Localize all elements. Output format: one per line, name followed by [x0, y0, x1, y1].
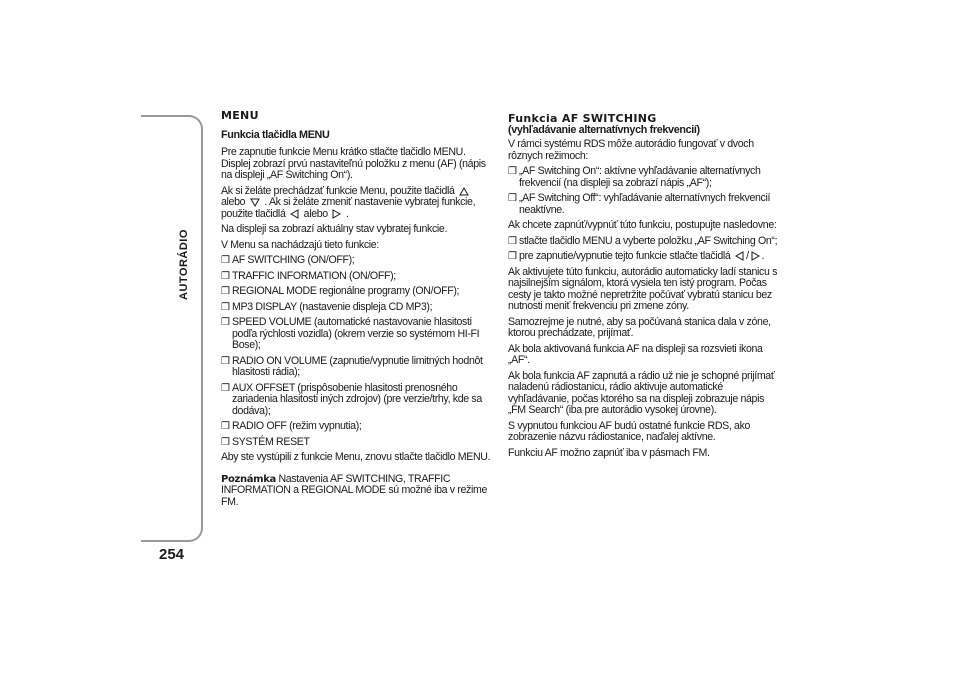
- checkbox-bullet-icon: ❒: [221, 436, 230, 448]
- up-arrow-icon: [459, 187, 469, 196]
- right-arrow-icon: [332, 209, 341, 219]
- list-item: ❒ „AF Switching Off“: vyhľadávanie alternatívnych frekvencií neaktívne.: [508, 192, 771, 216]
- paragraph: Funkciu AF možno zapnúť iba v pásmach FM.: [508, 446, 710, 459]
- list-item: ❒ REGIONAL MODE regionálne programy (ON/OFF);: [221, 285, 460, 297]
- down-arrow-icon: [250, 198, 260, 207]
- checkbox-bullet-icon: ❒: [508, 235, 517, 247]
- menu-function-list: [221, 255, 491, 448]
- list-item: ❒ SYSTÉM RESET: [221, 435, 310, 448]
- checkbox-bullet-icon: ❒: [221, 286, 230, 297]
- page-number: 254: [159, 546, 185, 563]
- paragraph: Aby ste vystúpili z funkcie Menu, znovu stlačte tlačidlo MENU.: [221, 451, 491, 463]
- left-column: [221, 110, 491, 512]
- paragraph: Ak bola aktivovaná funkcia AF na displeji sa rozsvieti ikona „AF“.: [508, 342, 763, 366]
- list-item: ❒ MP3 DISPLAY (nastavenie displeja CD MP3);: [221, 300, 433, 313]
- paragraph: Ak aktivujete túto funkciu, autorádio automaticky ladí stanicu s najsilnejším signálom, ktorá vysiela ten istý program. Počas cesty je takto možné nepretržite počúvať vybratú stanicu bez nutnosti meniť frekvenciu pri zmene zóny.: [508, 265, 778, 312]
- section-title-menu: MENU: [221, 109, 259, 122]
- list-item: ❒ AUX OFFSET (prispôsobenie hlasitosti prenosného zariadenia hlasitosti iných zdrojov) (pre verzie/trhy, kde sa dodáva);: [221, 381, 482, 417]
- paragraph: Pre zapnutie funkcie Menu krátko stlačte tlačidlo MENU. Displej zobrazí prvú nastaviteľnú položku z menu (AF) (nápis na displeji „AF Switching On“).: [221, 146, 486, 181]
- checkbox-bullet-icon: ❒: [221, 270, 230, 282]
- right-arrow-icon: [751, 251, 760, 261]
- left-arrow-icon: [735, 251, 744, 261]
- list-item: ❒ TRAFFIC INFORMATION (ON/OFF);: [221, 269, 396, 282]
- note: [221, 474, 491, 509]
- paragraph: V rámci systému RDS môže autorádio fungovať v dvoch rôznych režimoch:: [508, 138, 754, 162]
- checkbox-bullet-icon: ❒: [508, 166, 517, 177]
- list-item: ❒ „AF Switching On“: aktívne vyhľadávanie alternatívnych frekvencií (na displeji sa zobrazí nápis „AF“);: [508, 165, 761, 189]
- list-item: ❒ stlačte tlačidlo MENU a vyberte položku „AF Switching On“;: [508, 234, 778, 247]
- list-item: ❒ pre zapnutie/vypnutie tejto funkcie stlačte tlačidlá / .: [508, 250, 765, 262]
- checkbox-bullet-icon: ❒: [221, 301, 230, 313]
- paragraph: S vypnutou funkciou AF budú ostatné funkcie RDS, ako zobrazenie názvu rádiostanice, naďalej aktívne.: [508, 419, 751, 443]
- paragraph: Na displeji sa zobrazí aktuálny stav vybratej funkcie.: [221, 223, 448, 235]
- section-title-af-switching: Funkcia AF SWITCHING: [508, 112, 657, 125]
- paragraph: Ak chcete zapnúť/vypnúť túto funkciu, postupujte nasledovne:: [508, 219, 777, 231]
- checkbox-bullet-icon: ❒: [221, 355, 230, 367]
- paragraph-buttons: Ak si želáte prechádzať funkcie Menu, použite tlačidlá alebo . Ak si želáte zmeniť nastavenie vybratej funkcie, použite tlačidlá alebo .: [221, 184, 476, 220]
- sidebar-frame: [141, 115, 203, 542]
- checkbox-bullet-icon: ❒: [221, 382, 230, 394]
- left-arrow-icon: [290, 209, 299, 219]
- subheading-menu-function: Funkcia tlačidla MENU: [221, 128, 330, 141]
- list-item: ❒ RADIO ON VOLUME (zapnutie/vypnutie limitných hodnôt hlasitosti rádia);: [221, 354, 483, 378]
- checkbox-bullet-icon: ❒: [221, 255, 230, 266]
- paragraph: Ak bola funkcia AF zapnutá a rádio už nie je schopné prijímať naladenú rádiostanicu, rádio aktivuje automatické vyhľadávanie, počas ktorého sa na displeji zobrazuje nápis „FM Search“ (iba pre autorádio vysokej úrovne).: [508, 369, 775, 416]
- note-label: Poznámka: [221, 473, 276, 485]
- note-text: Nastavenia AF SWITCHING, TRAFFIC INFORMATION a REGIONAL MODE sú možné iba v režime FM.: [221, 472, 487, 508]
- list-item: ❒ RADIO OFF (režim vypnutia);: [221, 420, 362, 432]
- chapter-label: AUTORÁDIO: [178, 229, 190, 300]
- paragraph: V Menu sa nachádzajú tieto funkcie:: [221, 238, 379, 251]
- paragraph: Samozrejme je nutné, aby sa počúvaná stanica dala v zóne, ktorou prechádzate, prijímať.: [508, 315, 771, 339]
- checkbox-bullet-icon: ❒: [221, 421, 230, 432]
- list-item: ❒ SPEED VOLUME (automatické nastavovanie hlasitosti podľa rýchlosti vozidla) (okrem verzie so systémom HI-FI Bose);: [221, 316, 480, 351]
- checkbox-bullet-icon: ❒: [508, 193, 517, 204]
- checkbox-bullet-icon: ❒: [508, 251, 517, 262]
- checkbox-bullet-icon: ❒: [221, 317, 230, 328]
- list-item: ❒ AF SWITCHING (ON/OFF);: [221, 254, 355, 266]
- right-column: [508, 113, 780, 463]
- subheading-alternative-frequencies: (vyhľadávanie alternatívnych frekvencií): [508, 123, 700, 136]
